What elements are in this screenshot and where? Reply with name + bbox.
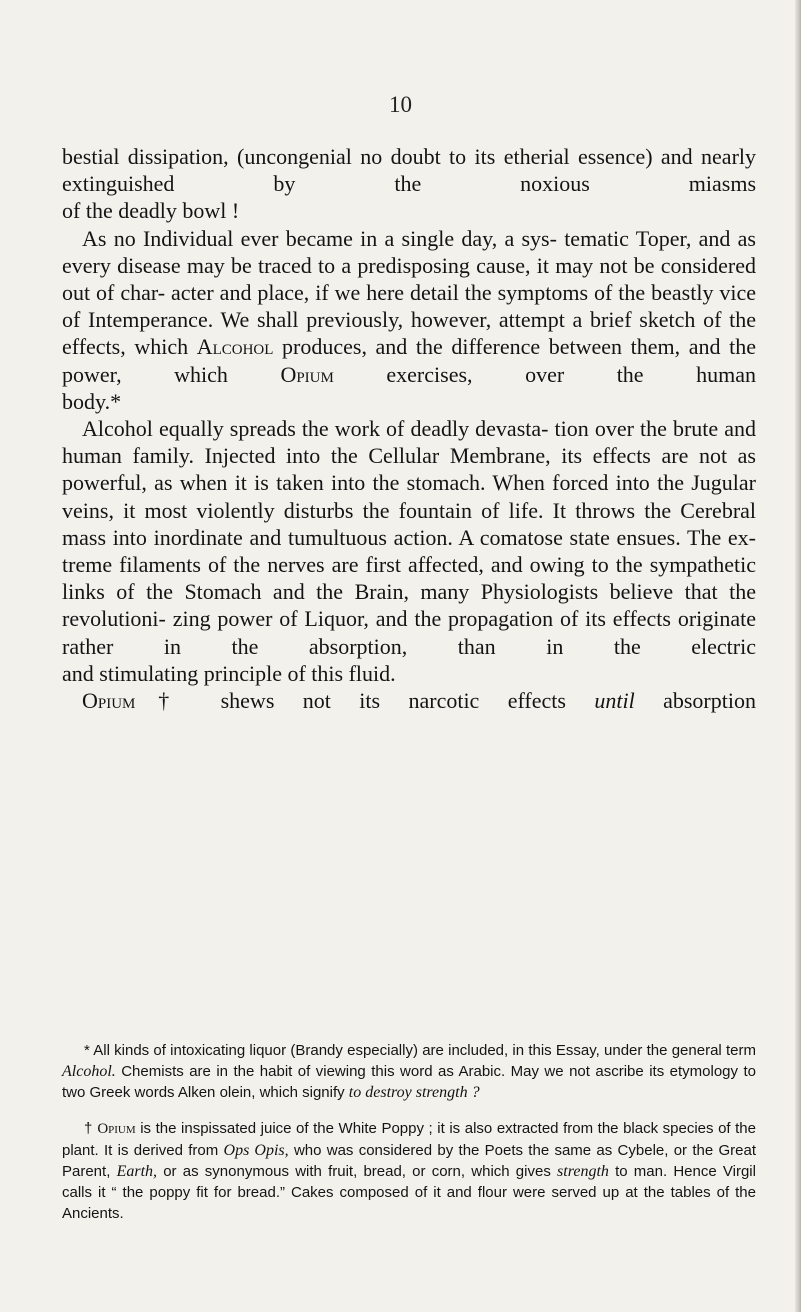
text-line: zing power of Liquor, and the propagation of its effects	[172, 606, 671, 632]
text-fragment: and the power, which	[62, 334, 756, 387]
footnote-text: * All kinds of intoxicating liquor (Brandy especially) are included, in this Essay, under the general term	[84, 1042, 756, 1059]
text-line: beastly vice of Intemperance. We shall previously,	[62, 280, 757, 333]
footnote-text: who was considered by the Poets the same as Cybele, or the Great Parent,	[62, 1142, 756, 1180]
footnote-emphasis: to destroy strength ?	[348, 1084, 480, 1101]
paragraph-3-end	[62, 660, 756, 687]
text-fragment: shews not its narcotic effects	[192, 688, 595, 714]
paragraph-4	[62, 687, 756, 714]
footnote-1	[62, 1040, 756, 1103]
text-line: of the deadly bowl !	[62, 198, 240, 224]
text-line: tion over the brute and human family. Injected into the	[62, 416, 756, 469]
footnote-term-opium: Opium	[97, 1121, 136, 1137]
footnote-emphasis: Alcohol.	[62, 1063, 116, 1080]
text-line: body.*	[62, 388, 122, 414]
footnotes	[62, 1040, 756, 1239]
footnote-text: to man. Hence Virgil calls it “ the poppy fit for bread.” Cakes composed of it and flour were served up at the tables of the Ancients.	[62, 1163, 756, 1222]
text-fragment: absorption	[634, 688, 756, 714]
text-line: owing to the sympathetic links of the Stomach and the	[62, 552, 757, 605]
paragraph-1-end	[62, 197, 756, 224]
footnote-text: or as synonymous with fruit, bread, or corn, which gives	[157, 1163, 558, 1180]
term-alcohol: Alcohol	[196, 334, 274, 360]
paragraph-2	[62, 225, 756, 388]
text-line: acter and place, if we here detail the symptoms of the	[171, 280, 646, 306]
page-number: 10	[389, 92, 412, 117]
footnote-2	[62, 1118, 756, 1224]
text-line: Brain, many Physiologists believe that the revolutioni-	[62, 579, 757, 632]
footnote-text: Chemists are in the habit of viewing this word as Arabic. May we not ascribe its etymology to two Greek words Alken olein, which signify	[62, 1063, 756, 1101]
footnote-emphasis: strength	[557, 1163, 609, 1180]
paragraph-1	[62, 143, 756, 197]
text-line: the Jugular veins, it most violently disturbs the fountain	[62, 470, 756, 523]
text-fragment: produces, and the difference between them,	[273, 334, 681, 360]
term-opium: Opium	[280, 361, 334, 387]
emphasis-until: until	[594, 688, 635, 714]
footnote-text: is the inspissated juice of the White Poppy ; it is also extracted from the black species of the plant. It is derived from	[62, 1120, 756, 1159]
text-line: of life. It throws the Cerebral mass into inordinate and	[62, 497, 757, 550]
text-line: Alcohol equally spreads the work of deadly devasta-	[82, 416, 549, 442]
text-line: predisposing cause, it may not be considered out of char-	[62, 252, 757, 306]
text-fragment: exercises, over the human	[333, 361, 756, 387]
paragraph-2-end	[62, 388, 756, 415]
text-line: however, attempt a brief sketch of the effects, which	[62, 307, 756, 360]
footnote-emphasis: Ops Opis,	[223, 1142, 289, 1159]
term-opium-dagger: Opium†	[82, 688, 193, 714]
text-line: tematic Toper, and as every disease may be traced to a	[62, 225, 756, 278]
paragraph-3	[62, 415, 756, 660]
text-line: tumultuous action. A comatose state ensues. The ex-	[287, 524, 756, 550]
text-line: Cellular Membrane, its effects are not as powerful, as	[62, 443, 756, 496]
page-edge-shadow	[795, 0, 801, 1312]
footnote-mark: †	[84, 1120, 98, 1137]
text-line: essence) and nearly extinguished by the noxious miasms	[62, 144, 757, 197]
text-line: As no Individual ever became in a single day, a sys-	[82, 225, 557, 251]
text-line: when it is taken into the stomach. When forced into	[179, 470, 650, 496]
text-line: treme filaments of the nerves are first affected, and	[62, 552, 523, 578]
text-line: and stimulating principle of this fluid.	[62, 660, 396, 686]
text-line: originate rather in the absorption, than in the electric	[62, 606, 757, 659]
footnote-emphasis: Earth,	[116, 1163, 158, 1180]
text-line: bestial dissipation, (uncongenial no doubt to its etherial	[62, 144, 570, 169]
main-text	[62, 143, 756, 714]
